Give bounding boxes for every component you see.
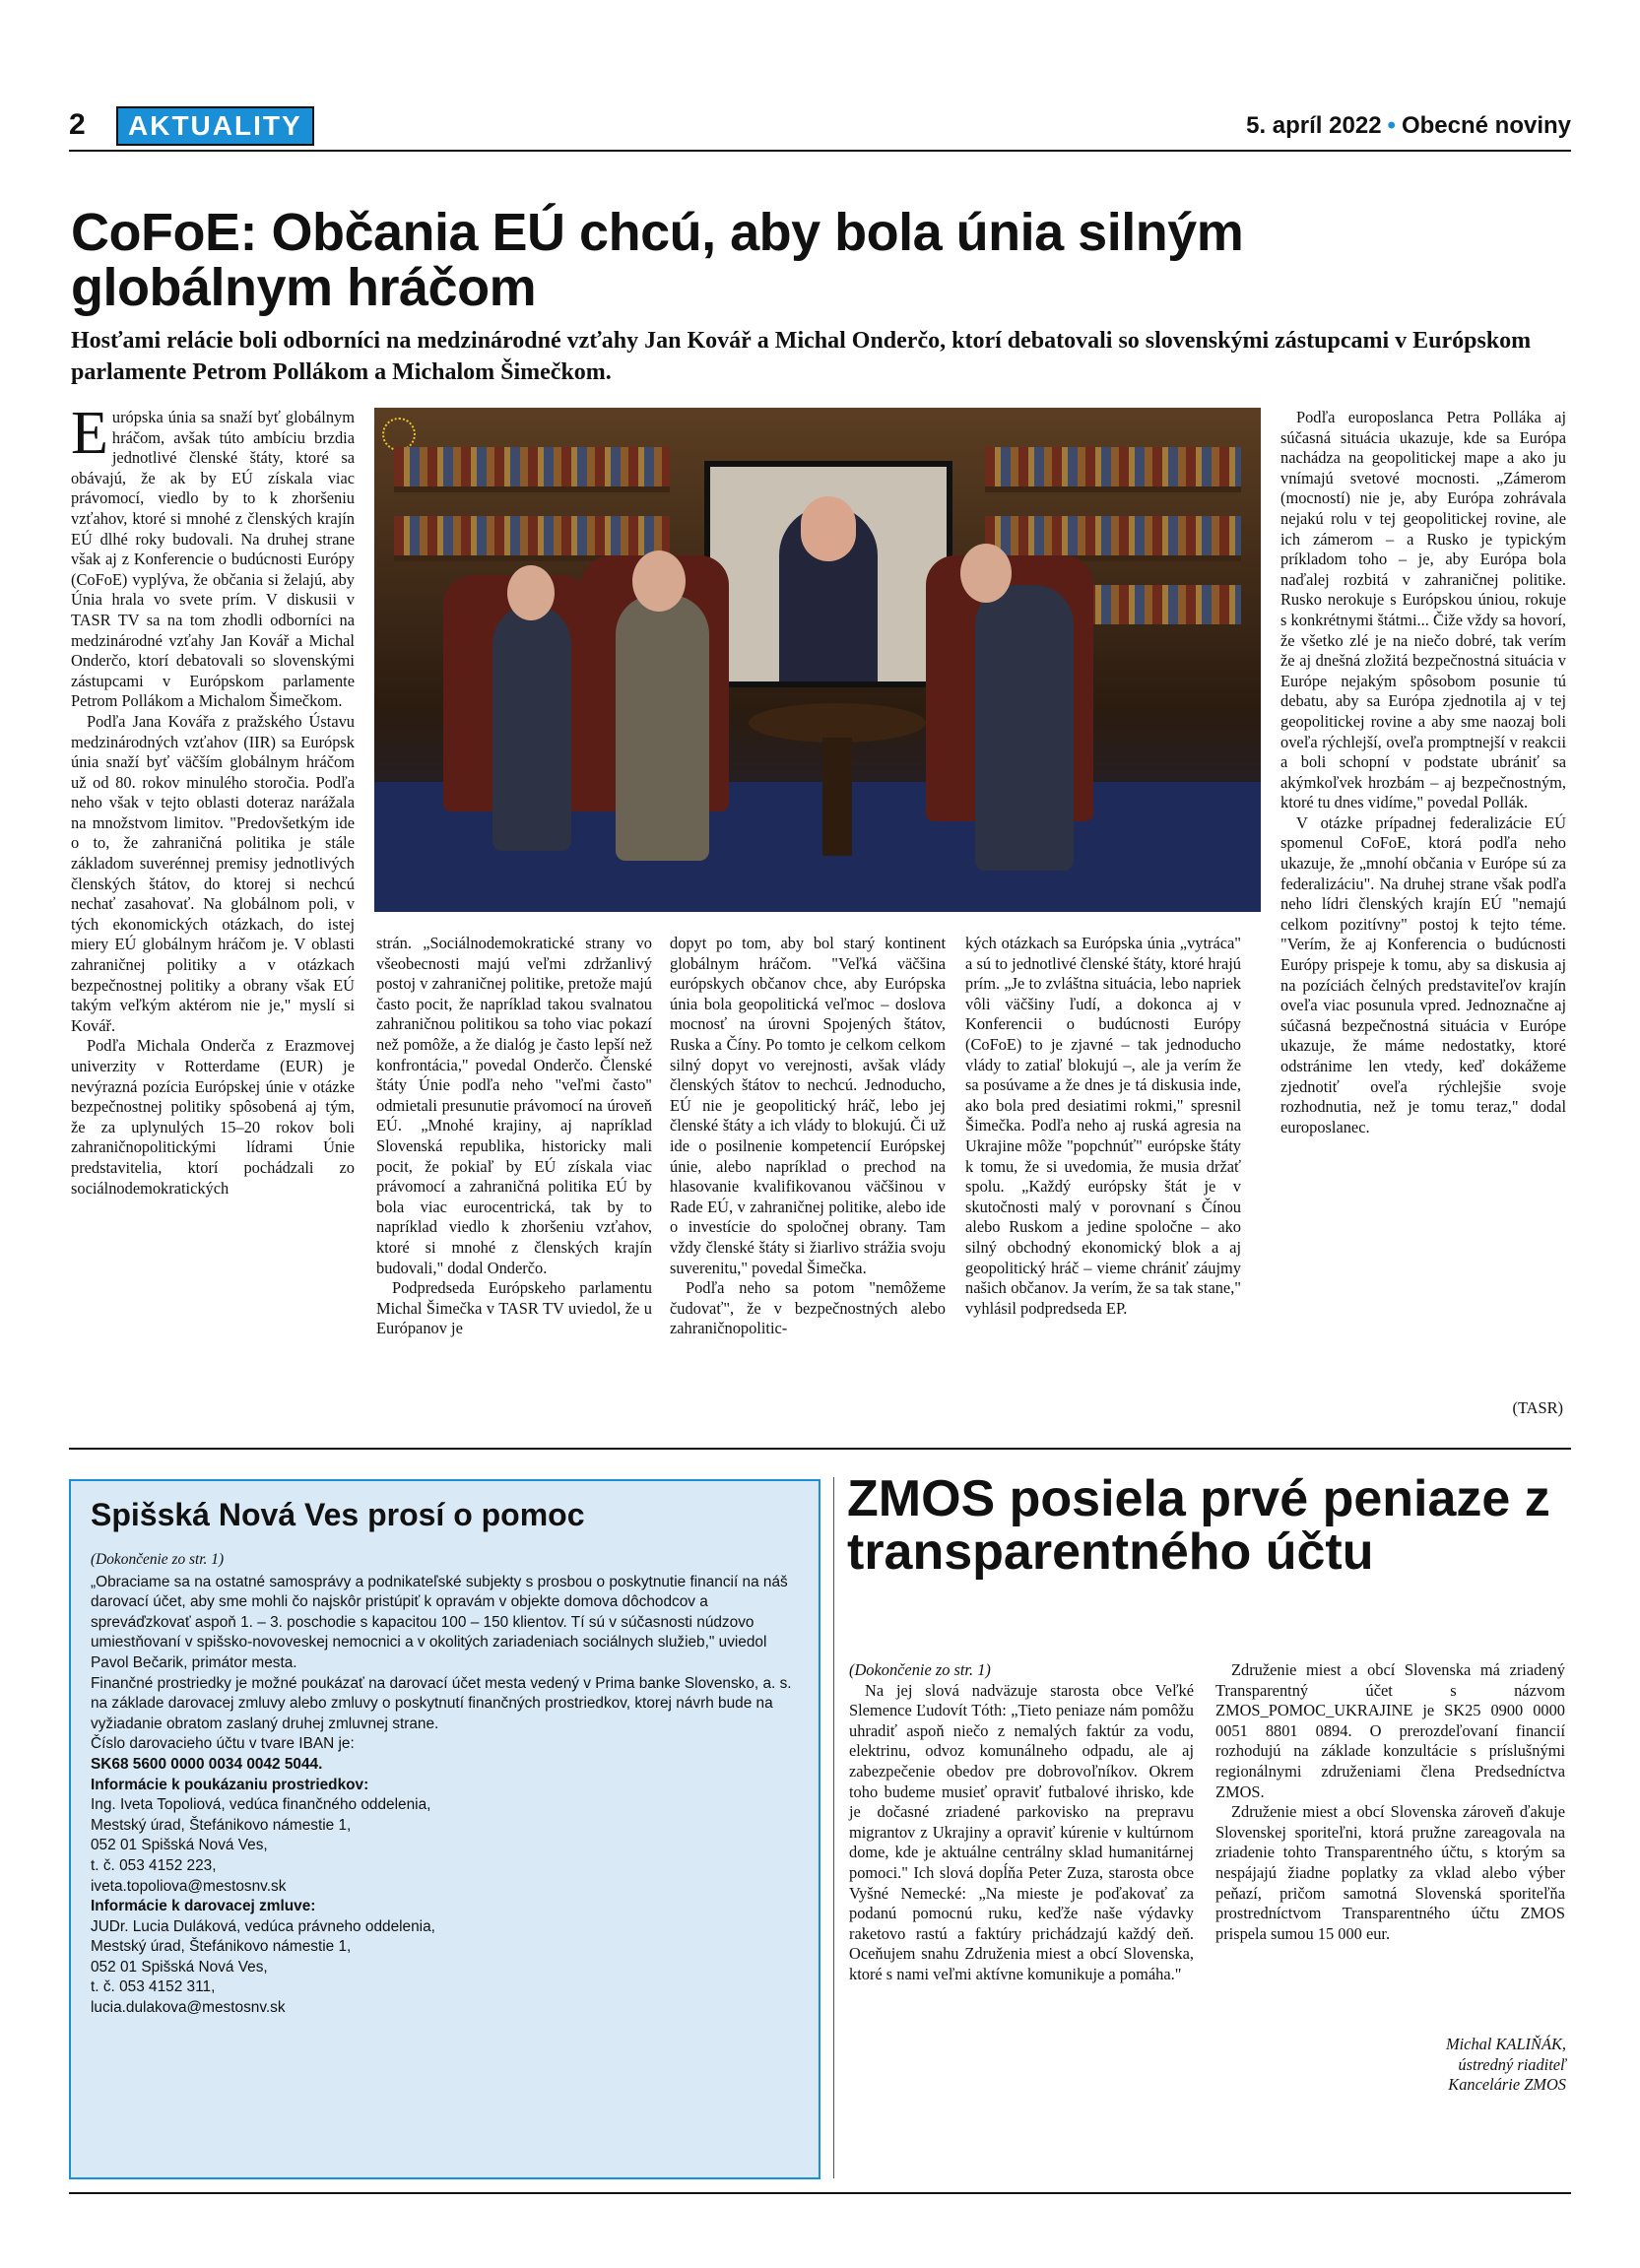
contact-line: Mestský úrad, Štefánikovo námestie 1,: [91, 1938, 352, 1956]
bookshelf: [394, 447, 670, 486]
zmos-paragraph: Na jej slová nadväzuje starosta obce Veľké Slemence Ľudovít Tóth: „Tieto peniaze nám pomôžu uhradiť aspoň niečo z nemalých faktúr za vodu, elektrinu, odvoz komunálneho odpadu, ale aj zabezpečenie obedov pre dobrovoľníkov. Okrem toho budeme musieť opraviť futbalové ihrisko, kde je dočasné zriadené parkovisko na prepravu migrantov z Ukrajiny a opraviť kúrenie v kultúrnom dome, kde je aktuálne centrálny sklad humanitárnej pomoci." Ich slová dopĺňa Peter Zuza, starosta obce Vyšné Nemecké: „Na mieste je poďakovať za podanú pomocnú ruku, keďže naše výdavky raketovo rastú a faktúry prichádzajú každý deň. Oceňujem snahu Združenia miest a obcí Slovenska, ktoré s nami veľmi aktívne komunikuje a pomáha.": [849, 1680, 1194, 1983]
appeal-body: [91, 1550, 800, 2019]
contact-line: Mestský úrad, Štefánikovo námestie 1,: [91, 1816, 352, 1834]
zmos-column-2: [1215, 1660, 1565, 1944]
drop-cap: E: [71, 400, 108, 467]
article-paragraph: Podľa Michala Onderča z Erazmovej univerzity v Rotterdame (EUR) je nevýrazná pozícia Európskej únie v otázke bezpečnostnej politiky spôsobená aj tým, že za uplynulých 15–20 rokov boli zahraničnopolitickými lídrami Únie predstavitelia, ktorí pochádzali zo sociálnodemokratických: [71, 1036, 355, 1198]
contact-line: 052 01 Spišská Nová Ves,: [91, 1958, 268, 1976]
zmos-headline: ZMOS posiela prvé peniaze z transparentného účtu: [847, 1470, 1550, 1581]
iban-number: SK68 5600 0000 0034 0042 5044.: [91, 1755, 323, 1773]
signature-name: Michal KALIŇÁK,: [1445, 2035, 1566, 2053]
appeal-paragraph: „Obraciame sa na ostatné samosprávy a podnikateľské subjekty s prosbou o poskytnutie financií na náš darovací účet, aby sme mohli čo najskôr pristúpiť k opravám v objekte domova dôchodcov a spreváďzkovať aspoň 1. – 3. poschodie s kapacitou 100 – 150 klientov. Tí sú v súčasnosti núdzovo umiestňovaní v spišsko-novoveskej nemocnici a v okolitých zariadeniach sociálnych služieb," uviedol Pavol Bečarik, primátor mesta.: [91, 1573, 788, 1671]
contact-line: 052 01 Spišská Nová Ves,: [91, 1837, 268, 1854]
publication-name: Obecné noviny: [1401, 112, 1571, 139]
article-paragraph: kých otázkach sa Európska únia „vytráca" a sú to jednotlivé členské štáty, ktoré hrajú prím. „Je to zvláštna situácia, lebo napriek vôli väčšiny ľudí, a dokonca aj v Konferencii o budúcnosti Európy (CoFoE) to je zjavné – tak jednoducho vlády to zatiaľ blokujú –, ale ja verím že sa posúvame a že dnes je tá diskusia inde, ako bola pred desiatimi rokmi," spresnil Šimečka. Podľa neho aj ruská agresia na Ukrajine môže "popchnúť" európske štáty k tomu, že si uvedomia, že musia držať spolu. „Každý európsky štát je v skutočnosti malý v porovnaní s Čínou alebo Ruskom a jedine spoločne – ako silný obchodný ekonomický blok a aj geopolitický hráč – vieme chrániť záujmy našich občanov. Ja verím, že sa tak stane," vyhlásil podpredseda EP.: [965, 934, 1241, 1318]
contact-line: JUDr. Lucia Duláková, vedúca právneho oddelenia,: [91, 1917, 435, 1935]
article-headline: CoFoE: Občania EÚ chcú, aby bola únia silným globálnym hráčom: [71, 203, 1244, 317]
zmos-paragraph: Združenie miest a obcí Slovenska zároveň ďakuje Slovenskej sporiteľni, ktorá pružne zareagovala na zriadenie tohto Transparentného účtu, s ktorým sa nespájajú žiadne poplatky za vklad alebo výber peňazí, pričom samotná Slovenská sporiteľňa prostredníctvom Transparentného účtu ZMOS prispela sumou 15 000 eur.: [1215, 1802, 1565, 1943]
section-label: AKTUALITY: [116, 106, 314, 146]
section-rule: [69, 1448, 1571, 1450]
video-screen: [704, 461, 952, 687]
article-column-5: [1280, 408, 1566, 1137]
coffee-table: [749, 703, 926, 743]
column-divider: [833, 1477, 834, 2178]
signature-role: ústredný riaditeľ: [1458, 2054, 1566, 2074]
article-paragraph: dopyt po tom, aby bol starý kontinent globálnym hráčom. "Veľká väčšina európskych občanov chce, aby Európska únia bola geopolitická veľmoc – doslova mocnosť na úrovni Spojených štátov, Ruska a Číny. Po tomto je celkom celkom silný dopyt vo verejnosti, avšak vlády členských štátov to nechcú. Jednoducho, EÚ nie je geopolitický hráč, lebo jej členské štáty a ich vlády to blokujú. Či už ide o posilnenie kompetencií Európskej únie, alebo napríklad o prechod na hlasovanie kvalifikovanou väčšinou v Rade EÚ, v zahraničnej politike, alebo ide o investície do spoločnej obrany. Tam vždy členské štáty si žiarlivo strážia svoju suverenitu," povedal Šimečka.: [670, 934, 946, 1277]
continued-note: (Dokončenie zo str. 1): [91, 1551, 225, 1568]
contact-email[interactable]: iveta.topoliova@mestosnv.sk: [91, 1877, 287, 1895]
eu-stars-logo-icon: [382, 418, 416, 451]
article-paragraph: V otázke prípadnej federalizácie EÚ spomenul CoFoE, ktorá podľa neho ukazuje, že „mnohí občania v Európe sú za federalizáciu". Na druhej strane však podľa neho lídri členských krajín EÚ "nemajú celkom pozitívny" postoj k tejto téme. "Verím, že aj Konferencia o budúcnosti Európy prispeje k tomu, aby sa diskusia aj na pozíciách čelných predstaviteľov krajín oveľa viac posunula vpred. Jednoznačne aj súčasná bezpečnostná situácia v Európe ukazuje, že máme nedostatky, ktoré odstránime len vtedy, keď dokážeme zjednotiť oveľa rýchlejšie svoje rozhodnutia, než je tomu teraz," dodal europoslanec.: [1280, 812, 1566, 1136]
iban-label: Číslo darovacieho účtu v tvare IBAN je:: [91, 1735, 355, 1753]
article-column-3: [670, 934, 946, 1339]
article-paragraph: Podpredseda Európskeho parlamentu Michal Šimečka v TASR TV uviedol, že u Európanov je: [376, 1278, 652, 1338]
article-column-4: [965, 934, 1241, 1319]
appeal-title: Spišská Nová Ves prosí o pomoc: [91, 1497, 585, 1532]
article-credit: (TASR): [1512, 1398, 1563, 1417]
article-paragraph: Podľa Jana Kovářa z pražského Ústavu medzinárodných vzťahov (IIR) sa Európsk únia snaží byť väčším globálnym hráčom už od 80. rokov minulého storočia. Podľa neho však v tejto oblasti doteraz narážala na množstvom limitov. "Predovšetkým ide o to, že zahraničná politika je stále základom suverénnej premisy jednotlivých členských štátov, do ktorej si nechcú nechať zasahovať. Na globálnom poli, v tých ekonomických otázkach, do istej miery EÚ globálnym hráčom je. V oblasti zahraničnej politiky a v otázkach bezpečnostnej politiky a obrany však EÚ takým veľkým aktérom nie je," myslí si Kovář.: [71, 711, 355, 1035]
panelist: [616, 595, 709, 861]
signature-office: Kancelárie ZMOS: [1448, 2075, 1566, 2095]
article-paragraph: Európska únia sa snaží byť globálnym hráčom, avšak túto ambíciu brzdia jednotlivé členské štáty, ktoré sa obávajú, že ak by EÚ získala viac právomocí, viedlo by to k zhoršeniu vzťahov, ktoré si mnohé z členských krajín EÚ dlhé roky budovali. Na druhej strane však aj z Konferencie o budúcnosti Európy (CoFoE) vyplýva, že občania si želajú, aby Únia hrala vo svete prím. V diskusii v TASR TV sa na tom zhodli odborníci na medzinárodné vzťahy Jan Kovář a Michal Onderčo, ktorí debatovali so slovenskými zástupcami v Európskom parlamente Petrom Pollákom a Michalom Šimečkom.: [71, 400, 355, 711]
header-rule: [69, 150, 1571, 152]
contact-line: t. č. 053 4152 311,: [91, 1978, 216, 1996]
info-label: Informácie k poukázaniu prostriedkov:: [91, 1776, 369, 1793]
continued-note: (Dokončenie zo str. 1): [849, 1660, 991, 1679]
separator-dot: •: [1387, 112, 1396, 139]
contact-line: Ing. Iveta Topoliová, vedúca finančného oddelenia,: [91, 1796, 431, 1814]
issue-info: [1246, 112, 1571, 140]
contact-line: t. č. 053 4152 223,: [91, 1856, 217, 1874]
appeal-box: [69, 1479, 820, 2179]
article-column-2: [376, 934, 652, 1339]
article-paragraph: strán. „Sociálnodemokratické strany vo všeobecnosti majú veľmi zdržanlivý postoj v zahraničnej politike, pretože majú často pocit, že napríklad takou svalnatou zahraničnou politikou sa toho viac pokazí než pomôže, a že dialóg je často lepší než konfrontácia," povedal Onderčo. Členské štáty Únie podľa neho "veľmi často" odmietali presunutie právomocí na úroveň EÚ. „Mnohé krajiny, aj napríklad Slovenská republika, historicky mali pocit, že pokiaľ by EÚ získala viac právomocí a zahraničná politika EÚ by bola viac eurocentrická, tak by to napríklad viedlo k zhoršeniu vzťahov, ktoré si mnohé z členských krajín budovali," dodal Onderčo.: [376, 934, 652, 1277]
zmos-paragraph: Združenie miest a obcí Slovenska má zriadený Transparentný účet s názvom ZMOS_POMOC_UKRAJINE je SK25 0900 0000 0051 8801 0894. O prerozdeľovaní financií rozhodujú na základe konzultácie s príslušnými regionálnymi združeniami člena Predsedníctva ZMOS.: [1215, 1660, 1565, 1801]
panelist: [492, 605, 571, 851]
info-label: Informácie k darovacej zmluve:: [91, 1898, 316, 1915]
article-paragraph: Podľa europoslanca Petra Polláka aj súčasná situácia ukazuje, kde sa Európa nachádza na geopolitickej mape a ako ju vnímajú svetové mocnosti. „Zámerom (mocností) nie je, aby Európa zohrávala nejakú rolu v tej geopolitickej rovine, ale ich zámerom – a Rusko je typickým príkladom toho – je, aby Európa bola naďalej rozbitá v zahraničnej politike. Rusko nerokuje s Európskou úniou, rokuje s konkrétnymi štátmi... Čiže vždy sa hovorí, že všetko zlé je na niečo dobré, tak verím že aj dnešná zložitá bezpečnostná situácia v Európe nejakým spôsobom posunie tú debatu, aby sa Európa zjednotila aj v tej geopolitickej rovine a aby sme naozaj boli oveľa rýchlejší, oveľa promptnejší v reakcii a boli schopní v podstate ubrániť sa akýmkoľvek hrozbám – aj bezpečnostným, ktoré tu dnes vidíme," povedal Pollák.: [1280, 408, 1566, 812]
article-photo: [374, 408, 1261, 912]
footer-rule: [69, 2192, 1571, 2194]
bookshelf: [985, 447, 1241, 486]
contact-email[interactable]: lucia.dulakova@mestosnv.sk: [91, 1999, 286, 2017]
appeal-paragraph: Finančné prostriedky je možné poukázať na darovací účet mesta vedený v Prima banke Slovensko, a. s. na základe darovacej zmluvy alebo zmluvy o poskytnutí finančných prostriedkov, ktorej návrh bude na vyžiadanie obratom zaslaný druhej zmluvnej strane.: [91, 1674, 792, 1732]
page-header: [69, 106, 1571, 146]
issue-date: 5. apríl 2022: [1246, 112, 1382, 139]
article-column-1: [71, 400, 355, 1199]
article-paragraph: Podľa neho sa potom "nemôžeme čudovať", že v bezpečnostných alebo zahraničnopolitic-: [670, 1278, 946, 1338]
zmos-column-1: [849, 1660, 1194, 1985]
article-lead: Hosťami relácie boli odborníci na medzinárodné vzťahy Jan Kovář a Michal Onderčo, ktorí debatovali so slovenskými zástupcami v Európskom parlamente Petrom Pollákom a Michalom Šimečkom.: [71, 328, 1532, 385]
zmos-signature: [1241, 2035, 1566, 2096]
page-number: 2: [69, 108, 86, 141]
panelist: [975, 585, 1074, 871]
